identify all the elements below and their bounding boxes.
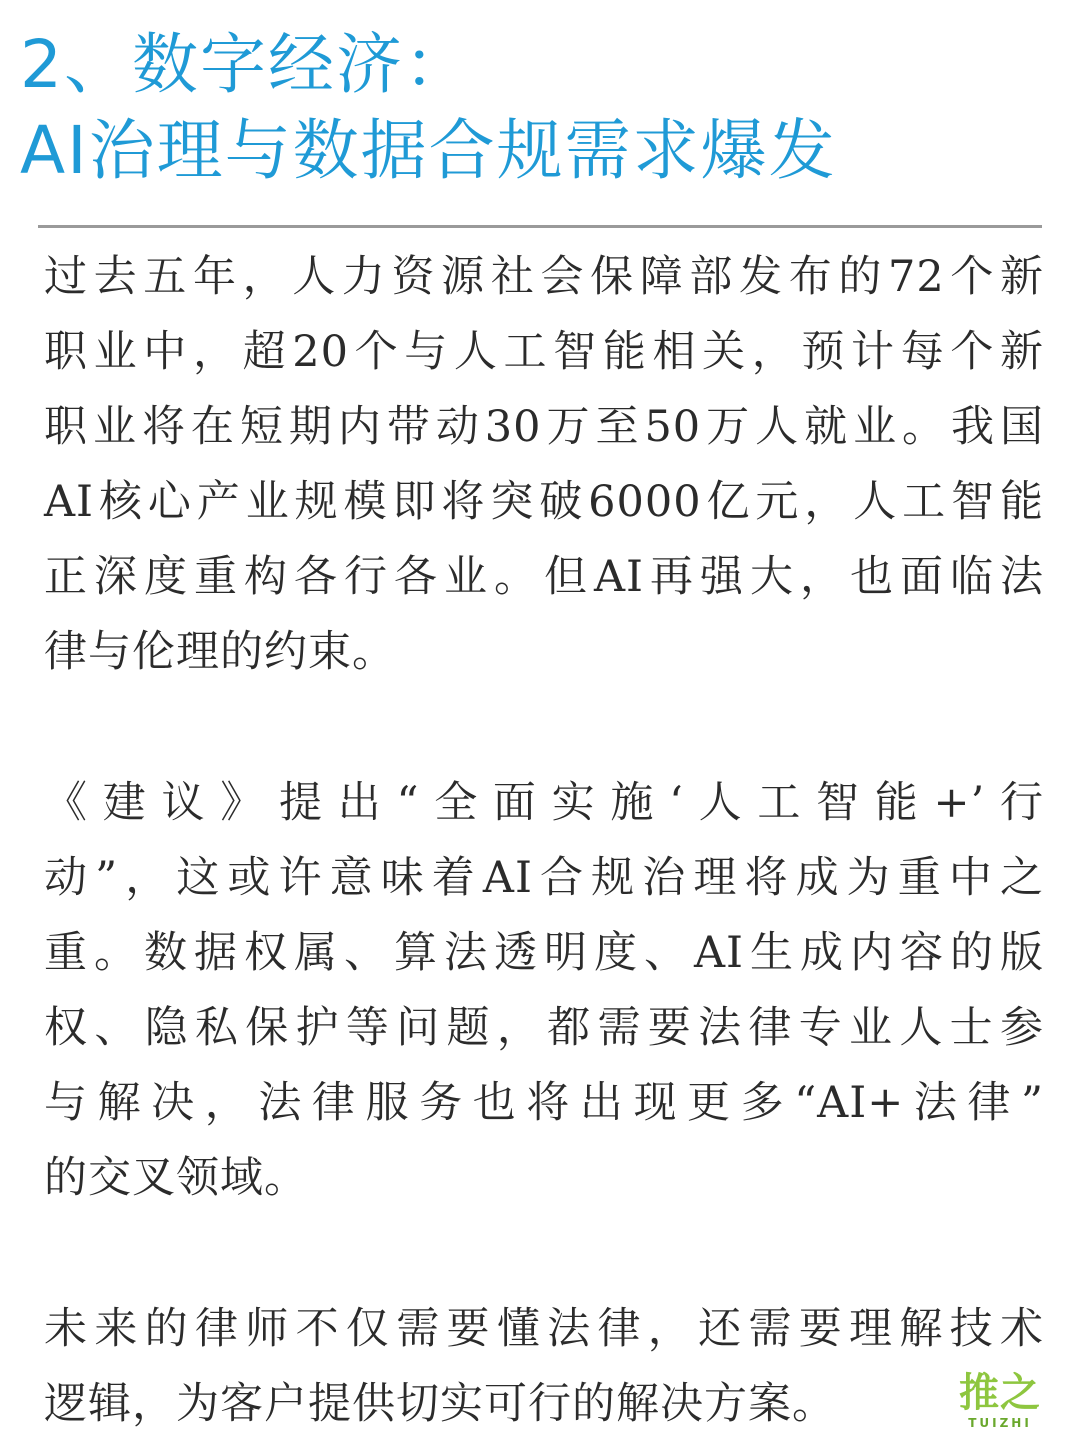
paragraph-line: 未来的律师不仅需要懂法律，还需要理解技术 <box>44 1304 1044 1354</box>
logo-wordmark: TUIZHI <box>968 1416 1032 1430</box>
paragraph-3 <box>44 1292 1044 1442</box>
paragraph-line: 的交叉领域。 <box>44 1153 308 1203</box>
paragraph-line: 《建议》提出“全面实施‘人工智能+’行 <box>44 778 1044 828</box>
paragraph-line: 重。数据权属、算法透明度、AI生成内容的版 <box>44 928 1044 978</box>
paragraph-1 <box>44 240 1044 690</box>
paragraph-line: 与解决，法律服务也将出现更多“AI+法律” <box>44 1078 1044 1128</box>
section-heading <box>20 22 1060 194</box>
brand-logo <box>954 1370 1046 1430</box>
heading-divider <box>38 225 1042 228</box>
paragraph-line: 逻辑，为客户提供切实可行的解决方案。 <box>44 1379 836 1429</box>
heading-line-1: 2、数字经济： <box>20 26 472 103</box>
paragraph-line: 动”，这或许意味着AI合规治理将成为重中之 <box>44 853 1044 903</box>
paragraph-line: 律与伦理的约束。 <box>44 627 396 677</box>
paragraph-line: 正深度重构各行各业。但AI再强大，也面临法 <box>44 552 1044 602</box>
logo-mark: 推之 <box>959 1370 1041 1416</box>
paragraph-2 <box>44 766 1044 1216</box>
paragraph-line: 过去五年，人力资源社会保障部发布的72个新 <box>44 252 1044 302</box>
heading-line-2: AI治理与数据合规需求爆发 <box>20 112 837 189</box>
paragraph-line: 权、隐私保护等问题，都需要法律专业人士参 <box>44 1003 1044 1053</box>
paragraph-line: 职业将在短期内带动30万至50万人就业。我国 <box>44 402 1044 452</box>
paragraph-line: AI核心产业规模即将突破6000亿元，人工智能 <box>44 477 1044 527</box>
paragraph-line: 职业中，超20个与人工智能相关，预计每个新 <box>44 327 1044 377</box>
